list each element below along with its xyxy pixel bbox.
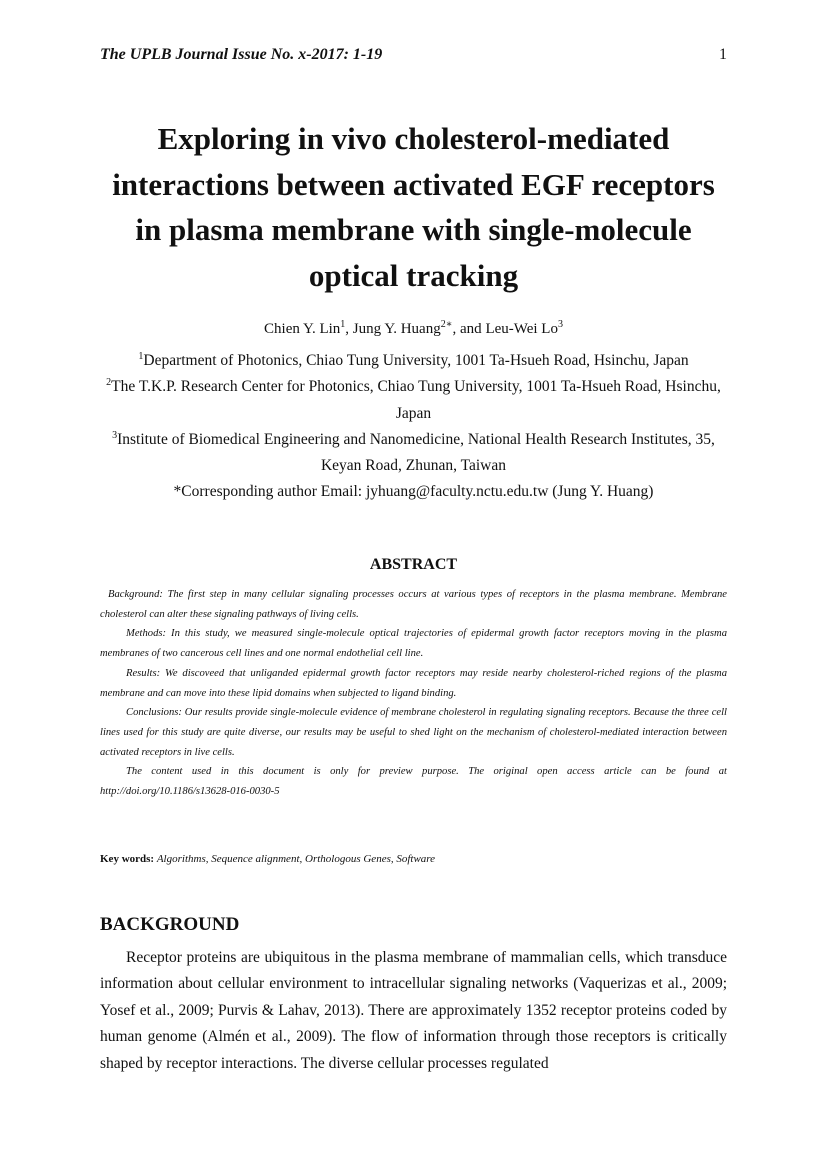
- section-heading: BACKGROUND: [100, 914, 240, 935]
- keywords-list: Algorithms, Sequence alignment, Orthologous Genes, Software: [156, 853, 436, 865]
- abstract-body: [100, 585, 727, 802]
- paper-title: Exploring in vivo cholesterol-mediated interactions between activated EGF receptors in plasma membrane with single-molecule optical tracking: [112, 121, 715, 293]
- abstract-paragraph: Methods: In this study, we measured single-molecule optical trajectories of epidermal growth factor receptors moving in the plasma membranes of two cancerous cell lines and one normal endothelial cell line.: [100, 628, 727, 660]
- abstract-heading: ABSTRACT: [369, 556, 458, 573]
- keywords: [100, 853, 727, 865]
- abstract-paragraph: The content used in this document is only for preview purpose. The original open access article can be found at http://doi.org/10.1186/s13628-016-0030-5: [100, 766, 727, 798]
- author-separator: ,: [345, 321, 353, 337]
- author-affiliation-mark: 1: [340, 319, 346, 330]
- affiliation-text: The T.K.P. Research Center for Photonics, Chiao Tung University, 1001 Ta-Hsueh Road, Hsinchu, Japan: [111, 378, 721, 422]
- author-name: Chien Y. Lin: [264, 321, 341, 337]
- affiliation-text: Institute of Biomedical Engineering and Nanomedicine, National Health Research Institutes, 35, Keyan Road, Zhunan, Taiwan: [117, 430, 715, 475]
- affiliation-mark: 2: [106, 377, 112, 389]
- running-header: [100, 46, 727, 64]
- affiliation: [100, 374, 727, 427]
- author-affiliation-mark: 3: [557, 319, 563, 330]
- abstract-paragraph: Results: We discoveed that unliganded epidermal growth factor receptors may reside nearby cholesterol-riched regions of the plasma membrane and can move into these lipid domains when subjected to ligand binding.: [100, 667, 727, 699]
- page-number: 1: [719, 46, 727, 63]
- keywords-label: Key words:: [100, 853, 155, 865]
- author-name: Jung Y. Huang: [352, 321, 441, 337]
- author-separator: , and: [452, 321, 486, 337]
- author-list: [100, 319, 727, 339]
- affiliation-mark: 3: [112, 429, 118, 441]
- body-paragraph: Receptor proteins are ubiquitous in the plasma membrane of mammalian cells, which transduce information about cellular environment to intracellular signaling networks (Vaquerizas et al., 2009; Yosef et al., 2009; Purvis & Lahav, 2013). There are approximately 1352 receptor proteins coded by human genome (Almén et al., 2009). The flow of information through those receptors is critically shaped by receptor interactions. The diverse cellular processes regulated: [100, 949, 727, 1072]
- abstract-paragraph: Conclusions: Our results provide single-molecule evidence of membrane cholesterol in regulating signaling receptors. Because the three cell lines used for this study are quite diverse, our results may be useful to shed light on the mechanism of cholesterol-mediated interaction between activated receptors in live cells.: [100, 707, 727, 758]
- author-affiliation-mark: 2∗: [440, 319, 453, 330]
- corresponding-author: *Corresponding author Email: jyhuang@faculty.nctu.edu.tw (Jung Y. Huang): [173, 483, 654, 501]
- affiliation: [100, 427, 727, 480]
- journal-name: The UPLB Journal Issue No. x-2017: 1-19: [100, 46, 383, 63]
- affiliation: [100, 348, 727, 374]
- affiliations: [100, 348, 727, 506]
- affiliation-mark: 1: [138, 351, 144, 362]
- abstract-paragraph: Background: The first step in many cellular signaling processes occurs at various types of receptors in the plasma membrane. Membrane cholesterol can alter these signaling pathways of living cells.: [100, 589, 727, 620]
- author-name: Leu-Wei Lo: [485, 321, 558, 337]
- affiliation-text: Department of Photonics, Chiao Tung University, 1001 Ta-Hsueh Road, Hsinchu, Japan: [143, 352, 689, 369]
